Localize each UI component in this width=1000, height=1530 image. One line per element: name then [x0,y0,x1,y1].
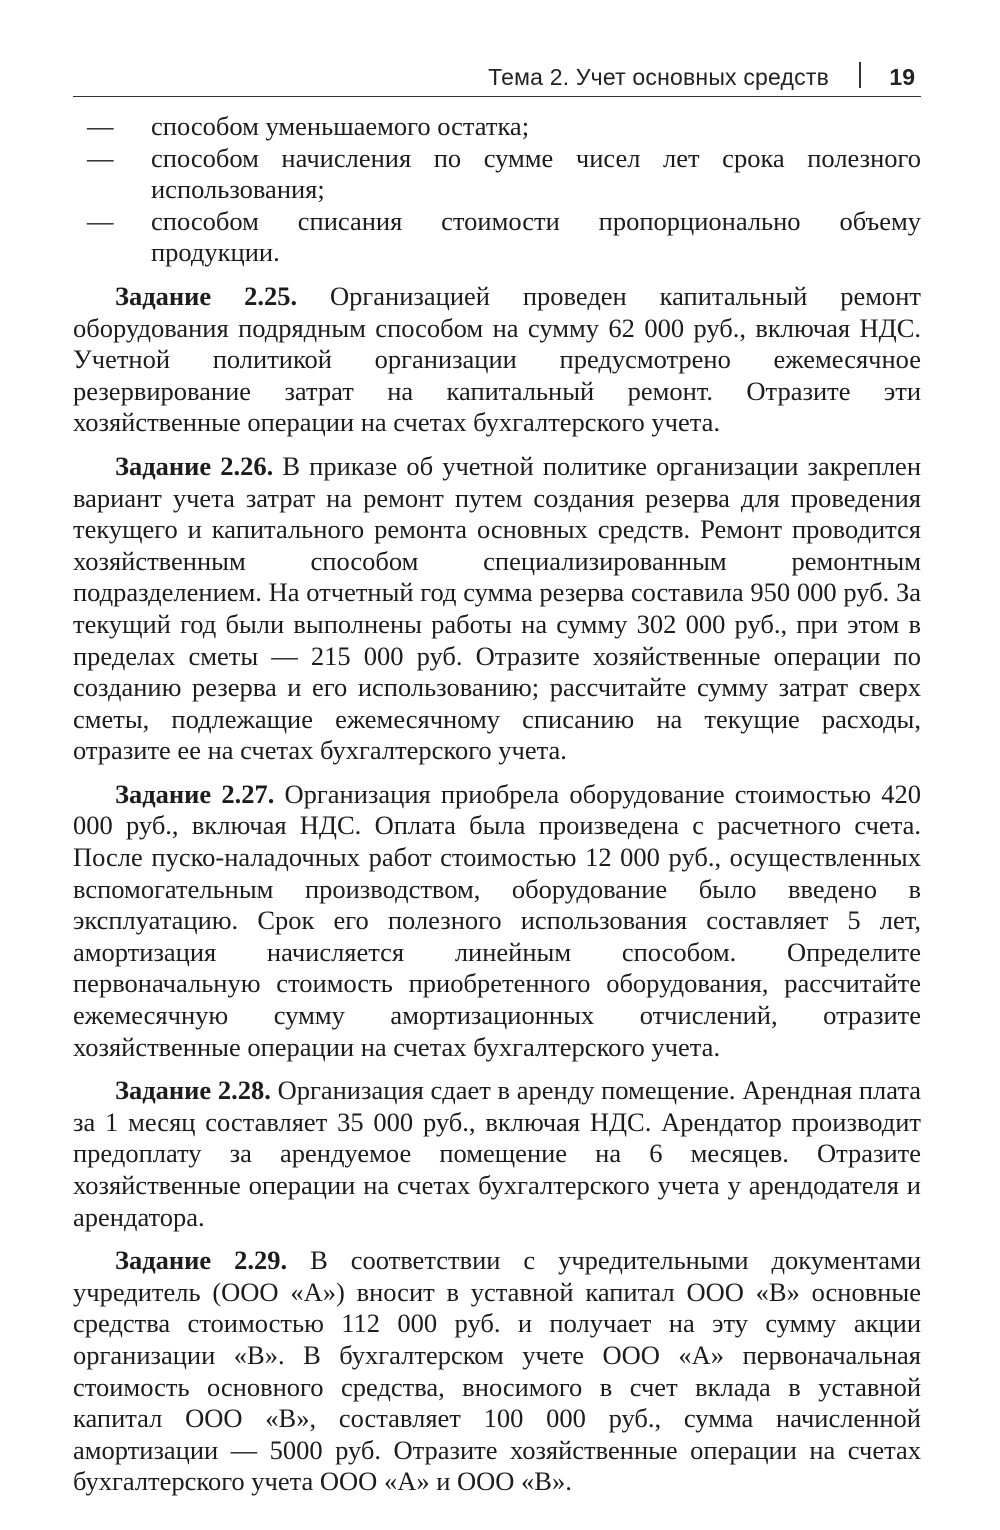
list-dash: — [87,142,114,173]
list-item [73,111,921,143]
book-page [73,54,921,1498]
list-item [73,143,921,206]
task-label: Задание 2.28. [115,1075,271,1106]
task-2-25 [73,281,921,439]
task-text: Организация приобрела оборудование стоимостью 420 000 руб., включая НДС. Оплата была произведена с расчетного счета. После пуско-наладочных работ стоимостью 12 000 руб., осуществленных вспомогательным производством, оборудование было введено в эксплуатацию. Срок его полезного использования составляет 5 лет, амортизация начисляется линейным способом. Определите первоначальную стоимость приобретенного оборудования, рассчитайте ежемесячную сумму амортизационных отчислений, отразите хозяйственные операции на счетах бухгалтерского учета. [73,778,922,1062]
task-text: Организацией проведен капитальный ремонт оборудования подрядным способом на сумму 62 000 руб., включая НДС. Учетной политикой организации предусмотрено ежемесячное резервирование затрат на капитальный ремонт. Отразите эти хозяйственные операции на счетах бухгалтерского учета. [73,280,921,438]
task-label: Задание 2.27. [115,778,275,809]
list-item-text: способом уменьшаемого остатка; [151,111,530,141]
running-header [73,54,921,97]
list-item [73,206,921,269]
running-title: Тема 2. Учет основных средств [488,64,829,90]
method-list [73,111,921,269]
task-label: Задание 2.25. [115,280,298,311]
list-dash: — [87,205,114,236]
list-dash: — [87,111,114,141]
task-label: Задание 2.29. [115,1245,288,1276]
list-item-text: способом списания стоимости пропорционально объему продукции. [151,205,921,268]
task-2-29 [73,1245,921,1498]
page-body [73,111,921,1498]
task-2-28 [73,1075,921,1233]
task-text: В соответствии с учредительными документами учредитель (ООО «А») вносит в уставной капитал ООО «В» основные средства стоимостью 112 000 руб. и получает на эту сумму акции организации «В». В бухгалтерском учете ООО «А» первоначальная стоимость основного средства, вносимого в счет вклада в уставной капитал ООО «В», составляет 100 000 руб., сумма начисленной амортизации — 5000 руб. Отразите хозяйственные операции на счетах бухгалтерского учета ООО «А» и ООО «В». [73,1245,921,1497]
task-2-27 [73,779,921,1063]
task-label: Задание 2.26. [115,450,274,481]
list-item-text: способом начисления по сумме чисел лет срока полезного использования; [151,142,921,205]
task-text: Организация сдает в аренду помещение. Арендная плата за 1 месяц составляет 35 000 руб., включая НДС. Арендатор производит предоплату за арендуемое помещение на 6 месяцев. Отразите хозяйственные операции на счетах бухгалтерского учета у арендодателя и арендатора. [73,1075,922,1232]
header-separator [859,62,861,88]
task-text: В приказе об учетной политике организации закреплен вариант учета затрат на ремонт путем создания резерва для проведения текущего и капитального ремонта основных средств. Ремонт проводится хозяйственным способом специализированным ремонтным подразделением. На отчетный год сумма резерва составила 950 000 руб. За текущий год были выполнены работы на сумму 302 000 руб., при этом в пределах сметы — 215 000 руб. Отразите хозяйственные операции по созданию резерва и его использованию; рассчитайте сумму затрат сверх сметы, подлежащие ежемесячному списанию на текущие расходы, отразите ее на счетах бухгалтерского учета. [73,450,921,766]
task-2-26 [73,451,921,767]
page-number: 19 [889,64,915,90]
